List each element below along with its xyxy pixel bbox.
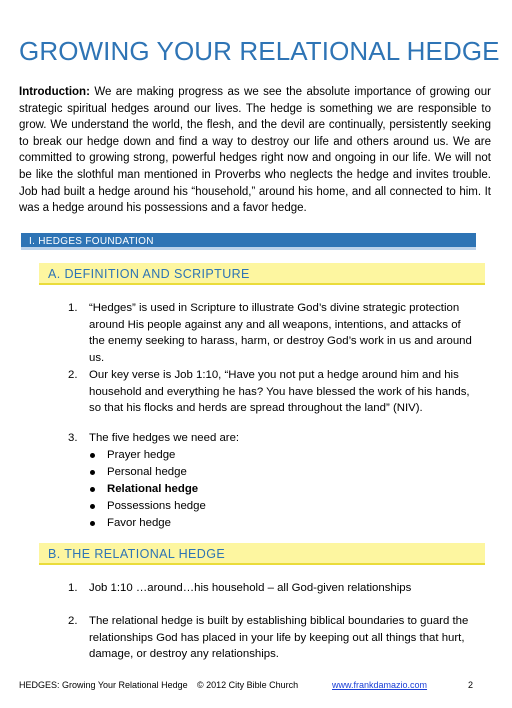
page-title: GROWING YOUR RELATIONAL HEDGE (19, 36, 500, 66)
bullet-item: Favor hedge (90, 515, 206, 532)
subsection-heading-definition: A. DEFINITION AND SCRIPTURE (39, 263, 485, 285)
bullet-icon (90, 521, 95, 526)
bullet-item: Personal hedge (90, 464, 206, 481)
subsection-heading-relational-hedge: B. THE RELATIONAL HEDGE (39, 543, 485, 565)
item-text: Our key verse is Job 1:10, “Have you not put a hedge around him and his household and everything he has? You have blessed the work of his hands, so that his flocks and herds are spread throughout the land” (NIV). (89, 369, 470, 415)
hedge-bullet-list (90, 447, 206, 532)
bullet-icon (90, 487, 95, 492)
footer-doc-title: HEDGES: Growing Your Relational Hedge (19, 680, 188, 690)
intro-label: Introduction: (19, 86, 90, 98)
item-number: 2. (68, 369, 78, 381)
bullet-icon (90, 504, 95, 509)
bullet-icon (90, 453, 95, 458)
bullet-icon (90, 470, 95, 475)
intro-text: We are making progress as we see the absolute importance of growing our strategic spiritual hedges around our lives. The hedge is something we are responsible to grow. We understand the world, the flesh, and the devil are continually, persistently seeking to break our hedge down and find a way to destroy our life and others around us. We are committed to growing strong, powerful hedges right now and ongoing in our life. We will not be like the slothful man mentioned in Proverbs who neglects the hedge and invites trouble. Job had built a hedge around his “household,” around his home, and all connected to him. It was a hedge around his possessions and a favor hedge. (19, 86, 491, 215)
footer-website-link[interactable]: www.frankdamazio.com (332, 680, 428, 690)
item-text: Job 1:10 …around…his household – all God-given relationships (89, 582, 412, 594)
intro-paragraph (19, 84, 491, 217)
item-text: The relational hedge is built by establishing biblical boundaries to guard the relationships God has placed in your life by keeping out all things that hurt, damage, or destroy any relationships. (89, 615, 469, 661)
item-number: 1. (68, 302, 78, 314)
section-heading-hedges-foundation: I. HEDGES FOUNDATION (21, 233, 476, 250)
footer-page-number: 2 (468, 680, 474, 690)
item-text: The five hedges we need are: (89, 432, 240, 444)
bullet-item: Possessions hedge (90, 498, 206, 515)
item-number: 2. (68, 615, 78, 627)
item-number: 1. (68, 582, 78, 594)
bullet-item: Prayer hedge (90, 447, 206, 464)
footer-copyright: © 2012 City Bible Church (197, 680, 299, 690)
item-text: “Hedges” is used in Scripture to illustrate God’s divine strategic protection around His people against any and all weapons, intentions, and attacks of the enemy seeking to harass, harm, or destroy God’s work in us and around us. (89, 302, 472, 364)
bullet-item: Relational hedge (90, 481, 206, 498)
item-number: 3. (68, 432, 78, 444)
